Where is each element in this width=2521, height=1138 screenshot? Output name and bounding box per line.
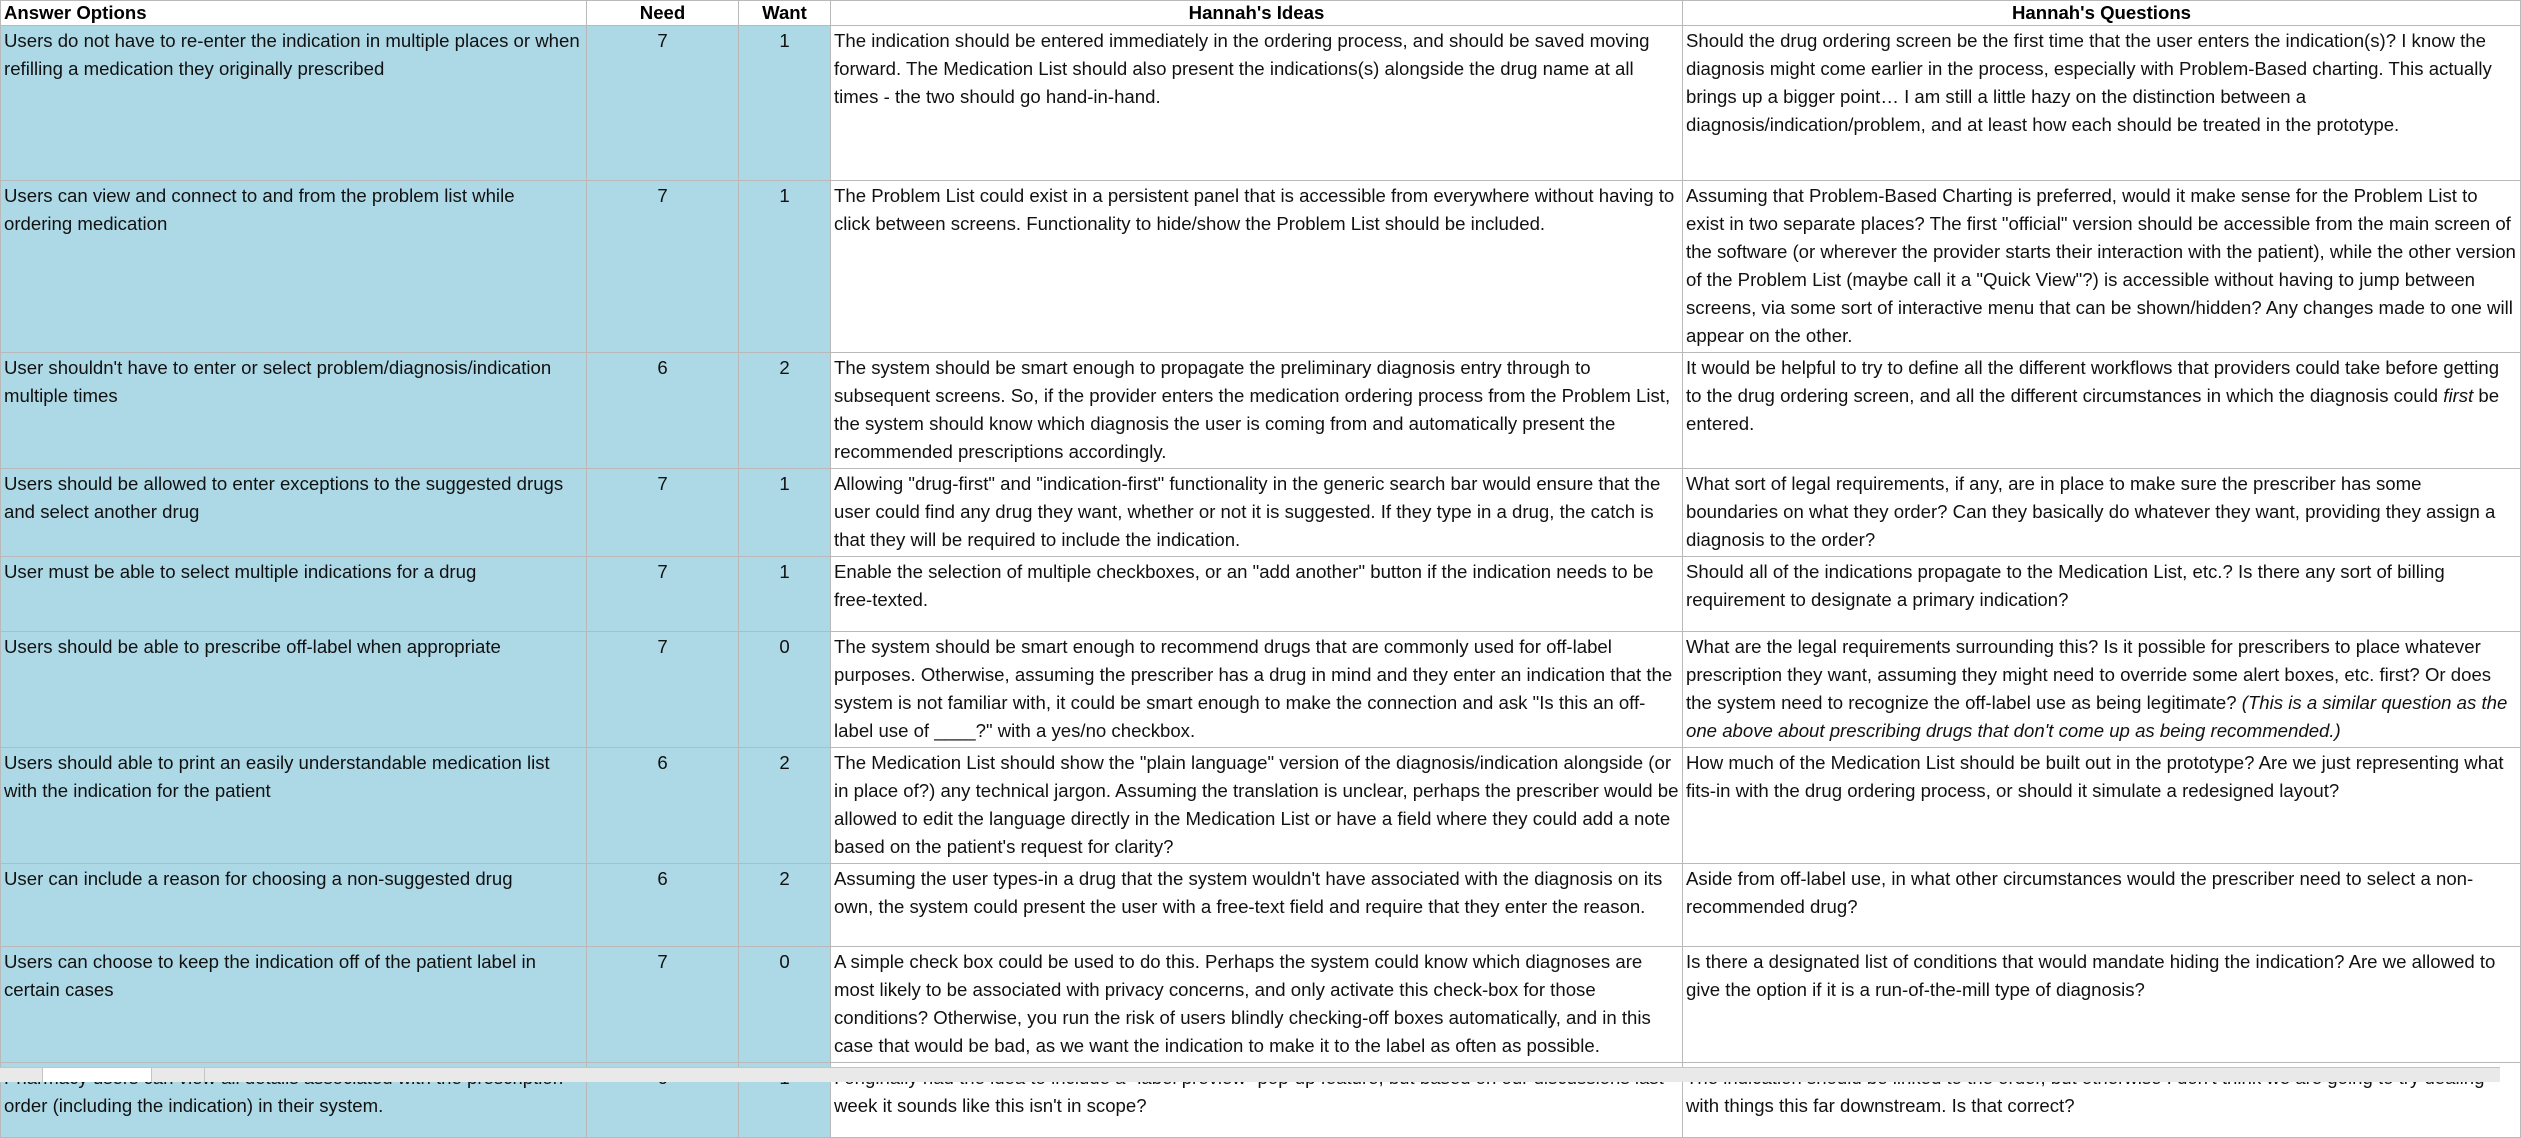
questions-cell[interactable]: How much of the Medication List should be built out in the prototype? Are we just representing what fits-in with the drug ordering process, or should it simulate a redesigned layout? [1683, 748, 2521, 864]
questions-cell[interactable] [1683, 632, 2521, 748]
need-cell[interactable]: 7 [587, 26, 739, 181]
ideas-cell[interactable]: The system should be smart enough to propagate the preliminary diagnosis entry through to subsequent screens. So, if the provider enters the medication ordering process from the Problem List, the system should know which diagnosis the user is coming from and automatically present the recommended prescriptions accordingly. [831, 353, 1683, 469]
table-row [1, 632, 2521, 748]
questions-emphasis: (This is a similar question as the one above about prescribing drugs that don't come up as being recommended.) [1686, 692, 2508, 741]
answer-option-cell[interactable]: order (including the indication) in their system. [1, 1063, 587, 1138]
need-cell[interactable]: 7 [587, 181, 739, 353]
questions-cell[interactable]: with things this far downstream. Is that correct? [1683, 1063, 2521, 1138]
want-cell[interactable]: 0 [739, 947, 831, 1063]
header-want[interactable]: Want [739, 1, 831, 26]
answer-option-cell[interactable]: User shouldn't have to enter or select problem/diagnosis/indication multiple times [1, 353, 587, 469]
ideas-cell[interactable]: The system should be smart enough to recommend drugs that are commonly used for off-label purposes. Otherwise, assuming the prescriber has a drug in mind and they enter an indication that the system is not familiar with, it could be smart enough to make the connection and ask "Is this an off-label use of ____?" with a yes/no checkbox. [831, 632, 1683, 748]
table-row [1, 26, 2521, 181]
sheet-tab-bar [0, 1067, 2500, 1082]
header-row [1, 1, 2521, 26]
ideas-cell[interactable]: Assuming the user types-in a drug that the system wouldn't have associated with the diagnosis on its own, the system could present the user with a free-text field and require that they enter the reason. [831, 864, 1683, 947]
ideas-cell[interactable]: Enable the selection of multiple checkboxes, or an "add another" button if the indication needs to be free-texted. [831, 557, 1683, 632]
ideas-cell[interactable]: A simple check box could be used to do this. Perhaps the system could know which diagnoses are most likely to be associated with privacy concerns, and only activate this check-box for those conditions? Otherwise, you run the risk of users blindly checking-off boxes automatically, and in this case that would be bad, as we want the indication to make it to the label as often as possible. [831, 947, 1683, 1063]
answer-option-cell[interactable]: User must be able to select multiple indications for a drug [1, 557, 587, 632]
questions-text: What are the legal requirements surrounding this? Is it possible for prescribers to place whatever prescription they want, assuming they might need to override some alert boxes, etc. first? Or does the system need to recognize the off-label use as being legitimate? [1686, 636, 2492, 713]
answer-option-cell[interactable]: User can include a reason for choosing a non-suggested drug [1, 864, 587, 947]
want-cell[interactable]: 1 [739, 181, 831, 353]
need-cell[interactable]: 6 [587, 864, 739, 947]
questions-cell[interactable]: Aside from off-label use, in what other circumstances would the prescriber need to select a non-recommended drug? [1683, 864, 2521, 947]
questions-cell[interactable]: Should the drug ordering screen be the first time that the user enters the indication(s)? I know the diagnosis might come earlier in the process, especially with Problem-Based charting. This actually brings up a bigger point… I am still a little hazy on the distinction between a diagnosis/indication/problem, and at least how each should be treated in the prototype. [1683, 26, 2521, 181]
ideas-cell[interactable]: week it sounds like this isn't in scope? [831, 1063, 1683, 1138]
need-cell[interactable]: 6 [587, 748, 739, 864]
want-cell[interactable]: 1 [739, 469, 831, 557]
table-row [1, 557, 2521, 632]
want-cell[interactable]: 2 [739, 353, 831, 469]
ideas-cell[interactable]: The Medication List should show the "plain language" version of the diagnosis/indication alongside (or in place of?) any technical jargon. Assuming the translation is unclear, perhaps the prescriber would be allowed to edit the language directly in the Medication List or have a field where they could add a note based on the patient's request for clarity? [831, 748, 1683, 864]
need-cell[interactable]: 7 [587, 469, 739, 557]
answer-option-cell[interactable]: Users should be able to prescribe off-label when appropriate [1, 632, 587, 748]
questions-text: It would be helpful to try to define all the different workflows that providers could take before getting to the drug ordering screen, and all the different circumstances in which the diagnosis could [1686, 357, 2500, 406]
want-cell[interactable]: 1 [739, 557, 831, 632]
answer-option-cell[interactable]: Users do not have to re-enter the indication in multiple places or when refilling a medication they originally prescribed [1, 26, 587, 181]
table-row [1, 181, 2521, 353]
want-cell[interactable]: 1 [739, 26, 831, 181]
answer-option-cell[interactable]: Users can choose to keep the indication off of the patient label in certain cases [1, 947, 587, 1063]
ideas-cell[interactable]: The indication should be entered immediately in the ordering process, and should be saved moving forward. The Medication List should also present the indications(s) alongside the drug name at all times - the two should go hand-in-hand. [831, 26, 1683, 181]
want-cell[interactable]: 2 [739, 748, 831, 864]
questions-emphasis: first [2443, 385, 2474, 406]
answer-option-cell[interactable]: Users should able to print an easily understandable medication list with the indication for the patient [1, 748, 587, 864]
questions-cell[interactable]: Assuming that Problem-Based Charting is preferred, would it make sense for the Problem List to exist in two separate places? The first "official" version should be accessible from the main screen of the software (or wherever the provider starts their interaction with the patient), while the other version of the Problem List (maybe call it a "Quick View"?) is accessible without having to jump between screens, via some sort of interactive menu that can be shown/hidden? Any changes made to one will appear on the other. [1683, 181, 2521, 353]
need-cell[interactable]: 6 [587, 353, 739, 469]
add-sheet-button[interactable] [158, 1068, 205, 1082]
ideas-cell[interactable]: Allowing "drug-first" and "indication-first" functionality in the generic search bar would ensure that the user could find any drug they want, whether or not it is suggested. If they type in a drug, the catch is that they will be required to include the indication. [831, 469, 1683, 557]
want-cell[interactable]: 2 [739, 864, 831, 947]
answer-option-cell[interactable]: Users can view and connect to and from the problem list while ordering medication [1, 181, 587, 353]
header-need[interactable]: Need [587, 1, 739, 26]
table-row [1, 469, 2521, 557]
questions-cell[interactable]: Should all of the indications propagate to the Medication List, etc.? Is there any sort of billing requirement to designate a primary indication? [1683, 557, 2521, 632]
table-row [1, 947, 2521, 1063]
want-cell[interactable]: 0 [739, 632, 831, 748]
answer-option-cell[interactable]: Users should be allowed to enter exceptions to the suggested drugs and select another drug [1, 469, 587, 557]
header-answer-options[interactable]: Answer Options [1, 1, 587, 26]
need-cell[interactable]: 7 [587, 947, 739, 1063]
need-cell[interactable]: 7 [587, 632, 739, 748]
header-hannahs-questions[interactable]: Hannah's Questions [1683, 1, 2521, 26]
ideas-cell[interactable]: The Problem List could exist in a persistent panel that is accessible from everywhere without having to click between screens. Functionality to hide/show the Problem List should be included. [831, 181, 1683, 353]
questions-cell[interactable]: Is there a designated list of conditions that would mandate hiding the indication? Are we allowed to give the option if it is a run-of-the-mill type of diagnosis? [1683, 947, 2521, 1063]
table-row [1, 748, 2521, 864]
table-row [1, 864, 2521, 947]
questions-text-end: be entered. [1686, 385, 2500, 434]
table-row [1, 353, 2521, 469]
sheet-tab-active[interactable] [42, 1068, 152, 1082]
questions-cell[interactable] [1683, 353, 2521, 469]
questions-cell[interactable]: What sort of legal requirements, if any, are in place to make sure the prescriber has some boundaries on what they order? Can they basically do whatever they want, providing they assign a diagnosis to the order? [1683, 469, 2521, 557]
need-cell[interactable]: 7 [587, 557, 739, 632]
header-hannahs-ideas[interactable]: Hannah's Ideas [831, 1, 1683, 26]
